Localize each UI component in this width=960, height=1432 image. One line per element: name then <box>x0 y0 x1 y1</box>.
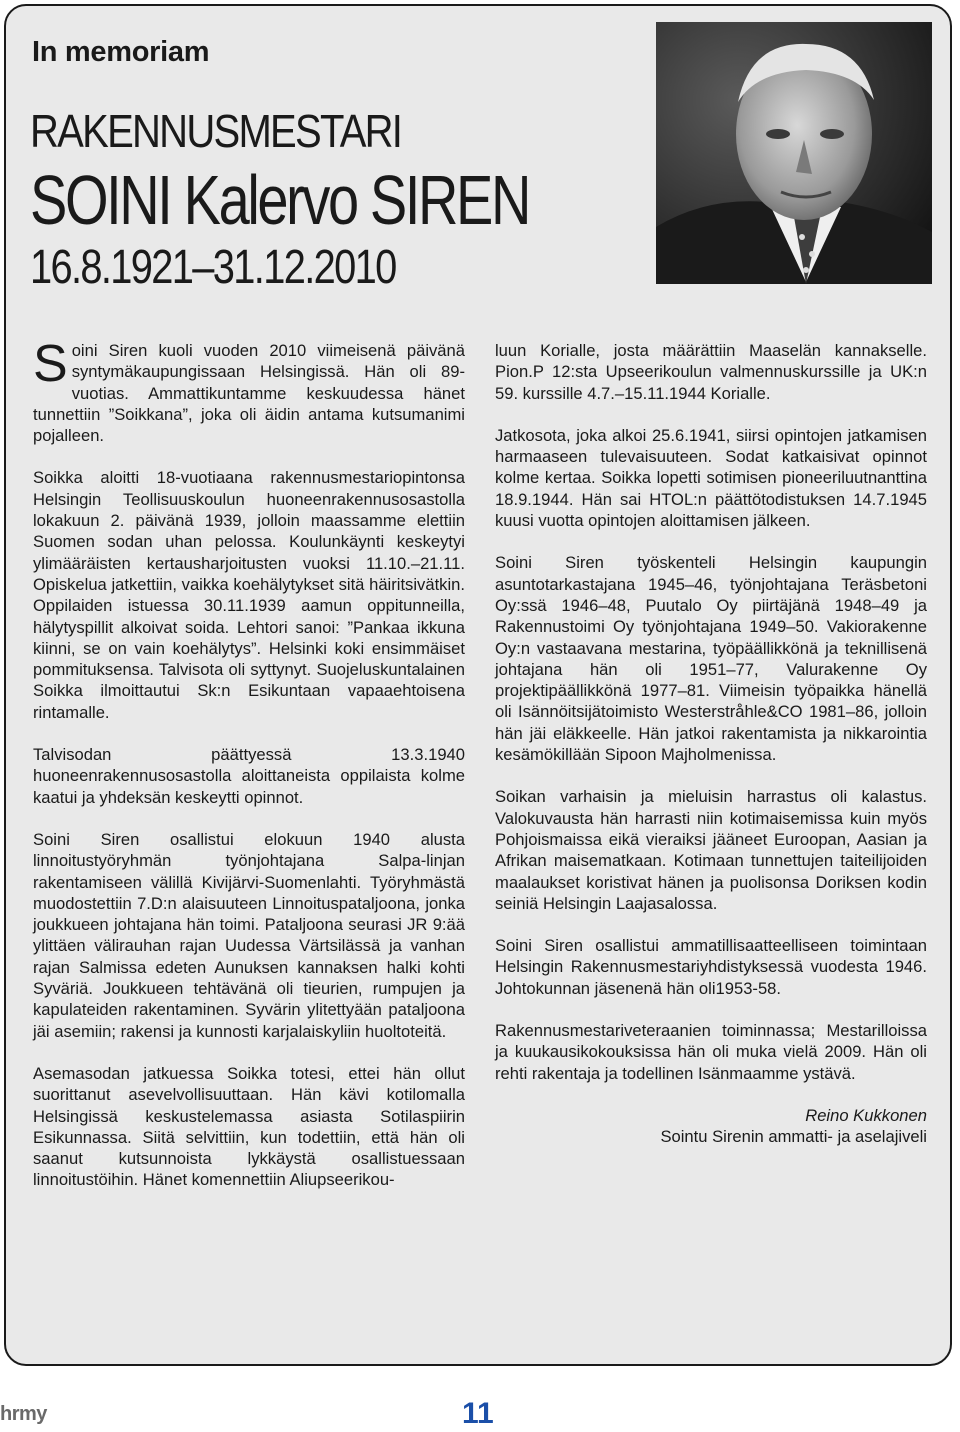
drop-cap: S <box>33 335 68 393</box>
publication-logo: hrmy <box>0 1403 47 1425</box>
paragraph: Asemasodan jatkuessa Soikka totesi, ettei hän ollut suorittanut asevelvollisuuttaan. Hän kävi kotilomalla Helsingissä keskustelemassa asiasta Sotilaspiirin Esikunnassa. Siitä selvittiin, kun todettiin, että hän oli saanut kutsunnoista lykkäystä osallistuessaan linnoitustöihin. Hänet komennettiin Aliupseerikou- <box>33 1063 465 1190</box>
paragraph: Talvisodan päättyessä 13.3.1940 huoneenrakennusosastolla aloittaneista oppilaista kolme kaatui ja yhdeksän keskeytti opinnot. <box>33 745 465 807</box>
signature-role: Sointu Sirenin ammatti- ja aselajiveli <box>660 1127 927 1147</box>
paragraph: Jatkosota, joka alkoi 25.6.1941, siirsi opintojen jatkamisen harmaaseen tulevaisuuteen. Sodat katkaisivat opinnot kolme kertaa. Soikka lopetti sotimisen pioneeriluutnanttina 18.9.1944. Hän sai HTOL:n päättötodistuksen 14.7.1945 kuusi vuotta opintojen aloittamisen jälkeen. <box>495 425 927 531</box>
signature <box>495 1105 927 1148</box>
portrait-photo <box>656 22 932 284</box>
paragraph: Soikan varhaisin ja mieluisin harrastus oli kalastus. Valokuvausta hän harrasti niin kotimaisemissa kuin myös Pohjoismaissa eikä vieraiksi jääneet Euroopan, Aasian ja Afrikan maisematkaan. Kotimaan tunnettujen taiteilijoiden maalaukset koristivat hänen ja puolisonsa Doriksen kodin seiniä Helsingin Laajasalossa. <box>495 787 927 913</box>
paragraph: Soini Siren kuoli vuoden 2010 viimeisenä päivänä syntymäkaupungissaan Helsingissä. Hän oli 89-vuotias. Ammattikuntamme keskuudessa hänet tunnettiin ”Soikkana”, joka oli äidin antama kutsumanimi pojalleen. <box>33 335 465 446</box>
paragraph: luun Korialle, josta määrättiin Maaselän kannakselle. Pion.P 12:sta Upseerikoulun valmennuskurssille ja UK:n 59. kurssille 4.7.–15.11.1944 Korialle. <box>495 341 927 403</box>
paragraph: Soini Siren osallistui ammatillisaatteelliseen toimintaan Helsingin Rakennusmestariyhdistyksessä vuodesta 1946. Johtokunnan jäsenenä hän oli1953-58. <box>495 936 927 998</box>
signature-name: Reino Kukkonen <box>805 1105 927 1125</box>
title-dates: 16.8.1921–31.12.2010 <box>30 241 396 294</box>
article-right-column <box>495 340 927 1148</box>
paragraph: Soini Siren osallistui elokuun 1940 alusta linnoitustyöryhmän työnjohtajana Salpa-linjan rakentamiseen välillä Kivijärvi-Suomenlahti. Työryhmästä muodostettiin 7.D:n alaisuuteen Linnoituspataljoona, jonka joukkueen johtajana hän toimi. Pataljoona seurasi JR 9:ää ylittäen välirauhan rajan Uudessa Värtsilässä ja vanhan rajan Salmissa edeten Aunuksen kannaksen halki kohti Syväriä. Joukkueen tehtävänä oli tieurien, rumpujen ja kapulateiden rakentaminen. Syvärin ylitettyään pataljoona jäi asemiin; rakensi ja kunnosti karjalaiskyliin huoltoteitä. <box>33 829 465 1041</box>
paragraph: Rakennusmestariveteraanien toiminnassa; Mestarilloissa ja kuukausikokouksissa hän oli muka vielä 2009. Hän oli rehti rakentaja ja todellinen Isänmaamme ystävä. <box>495 1021 927 1083</box>
section-label: In memoriam <box>32 36 210 68</box>
paragraph: Soikka aloitti 18-vuotiaana rakennusmestariopintonsa Helsingin Teollisuuskoulun huoneenrakennusosastolla lokakuun 2. päivänä 1939, jolloin maassamme elettiin Suomen sodan uhan pelossa. Koulunkäynti keskeytyi ylimääräisten kertausharjoitusten vuoksi 11.10.–21.11. Opiskelua jatkettiin, vaikka koehälytykset sitä häiritsivätkin. Oppilaiden istuessa 30.11.1939 aamun oppitunneilla, hälytyspillit alkoivat soida. Lehtori sanoi: ”Pankaa ikkuna kiinni, se on vain koehälytys”. Helsinki koki ensimmäiset pommituksensa. Talvisota oli syttynyt. Suojeluskuntalainen Soikka ilmoittautui Sk:n Esikuntaan vapaaehtoisena rintamalle. <box>33 468 465 722</box>
article-left-column <box>33 335 465 1212</box>
page-number: 11 <box>462 1397 494 1430</box>
title-profession: RAKENNUSMESTARI <box>30 105 402 157</box>
title-name: SOINI Kalervo SIREN <box>30 161 530 239</box>
paragraph: Soini Siren työskenteli Helsingin kaupungin asuntotarkastajana 1945–46, työnjohtajana Teräsbetoni Oy:ssä 1946–48, Puutalo Oy piirtäjänä 1948–49 ja Rakennustoimi Oy työnjohtajana 1949–50. Vakiorakenne Oy:n vastaavana mestarina, työpäällikkönä ja teknillisenä johtajana hän oli 1951–77, Valurakenne Oy projektipäällikkönä 1977–81. Viimeisin työpaikka hänellä oli Isännöitsijätoimisto Westerstråhle&CO 1981–86, jolloin hän jäi eläkkeelle. Hän jatkoi rakentamista ja nikkarointia kesämökillään Sipoon Majholmenissa. <box>495 553 927 765</box>
